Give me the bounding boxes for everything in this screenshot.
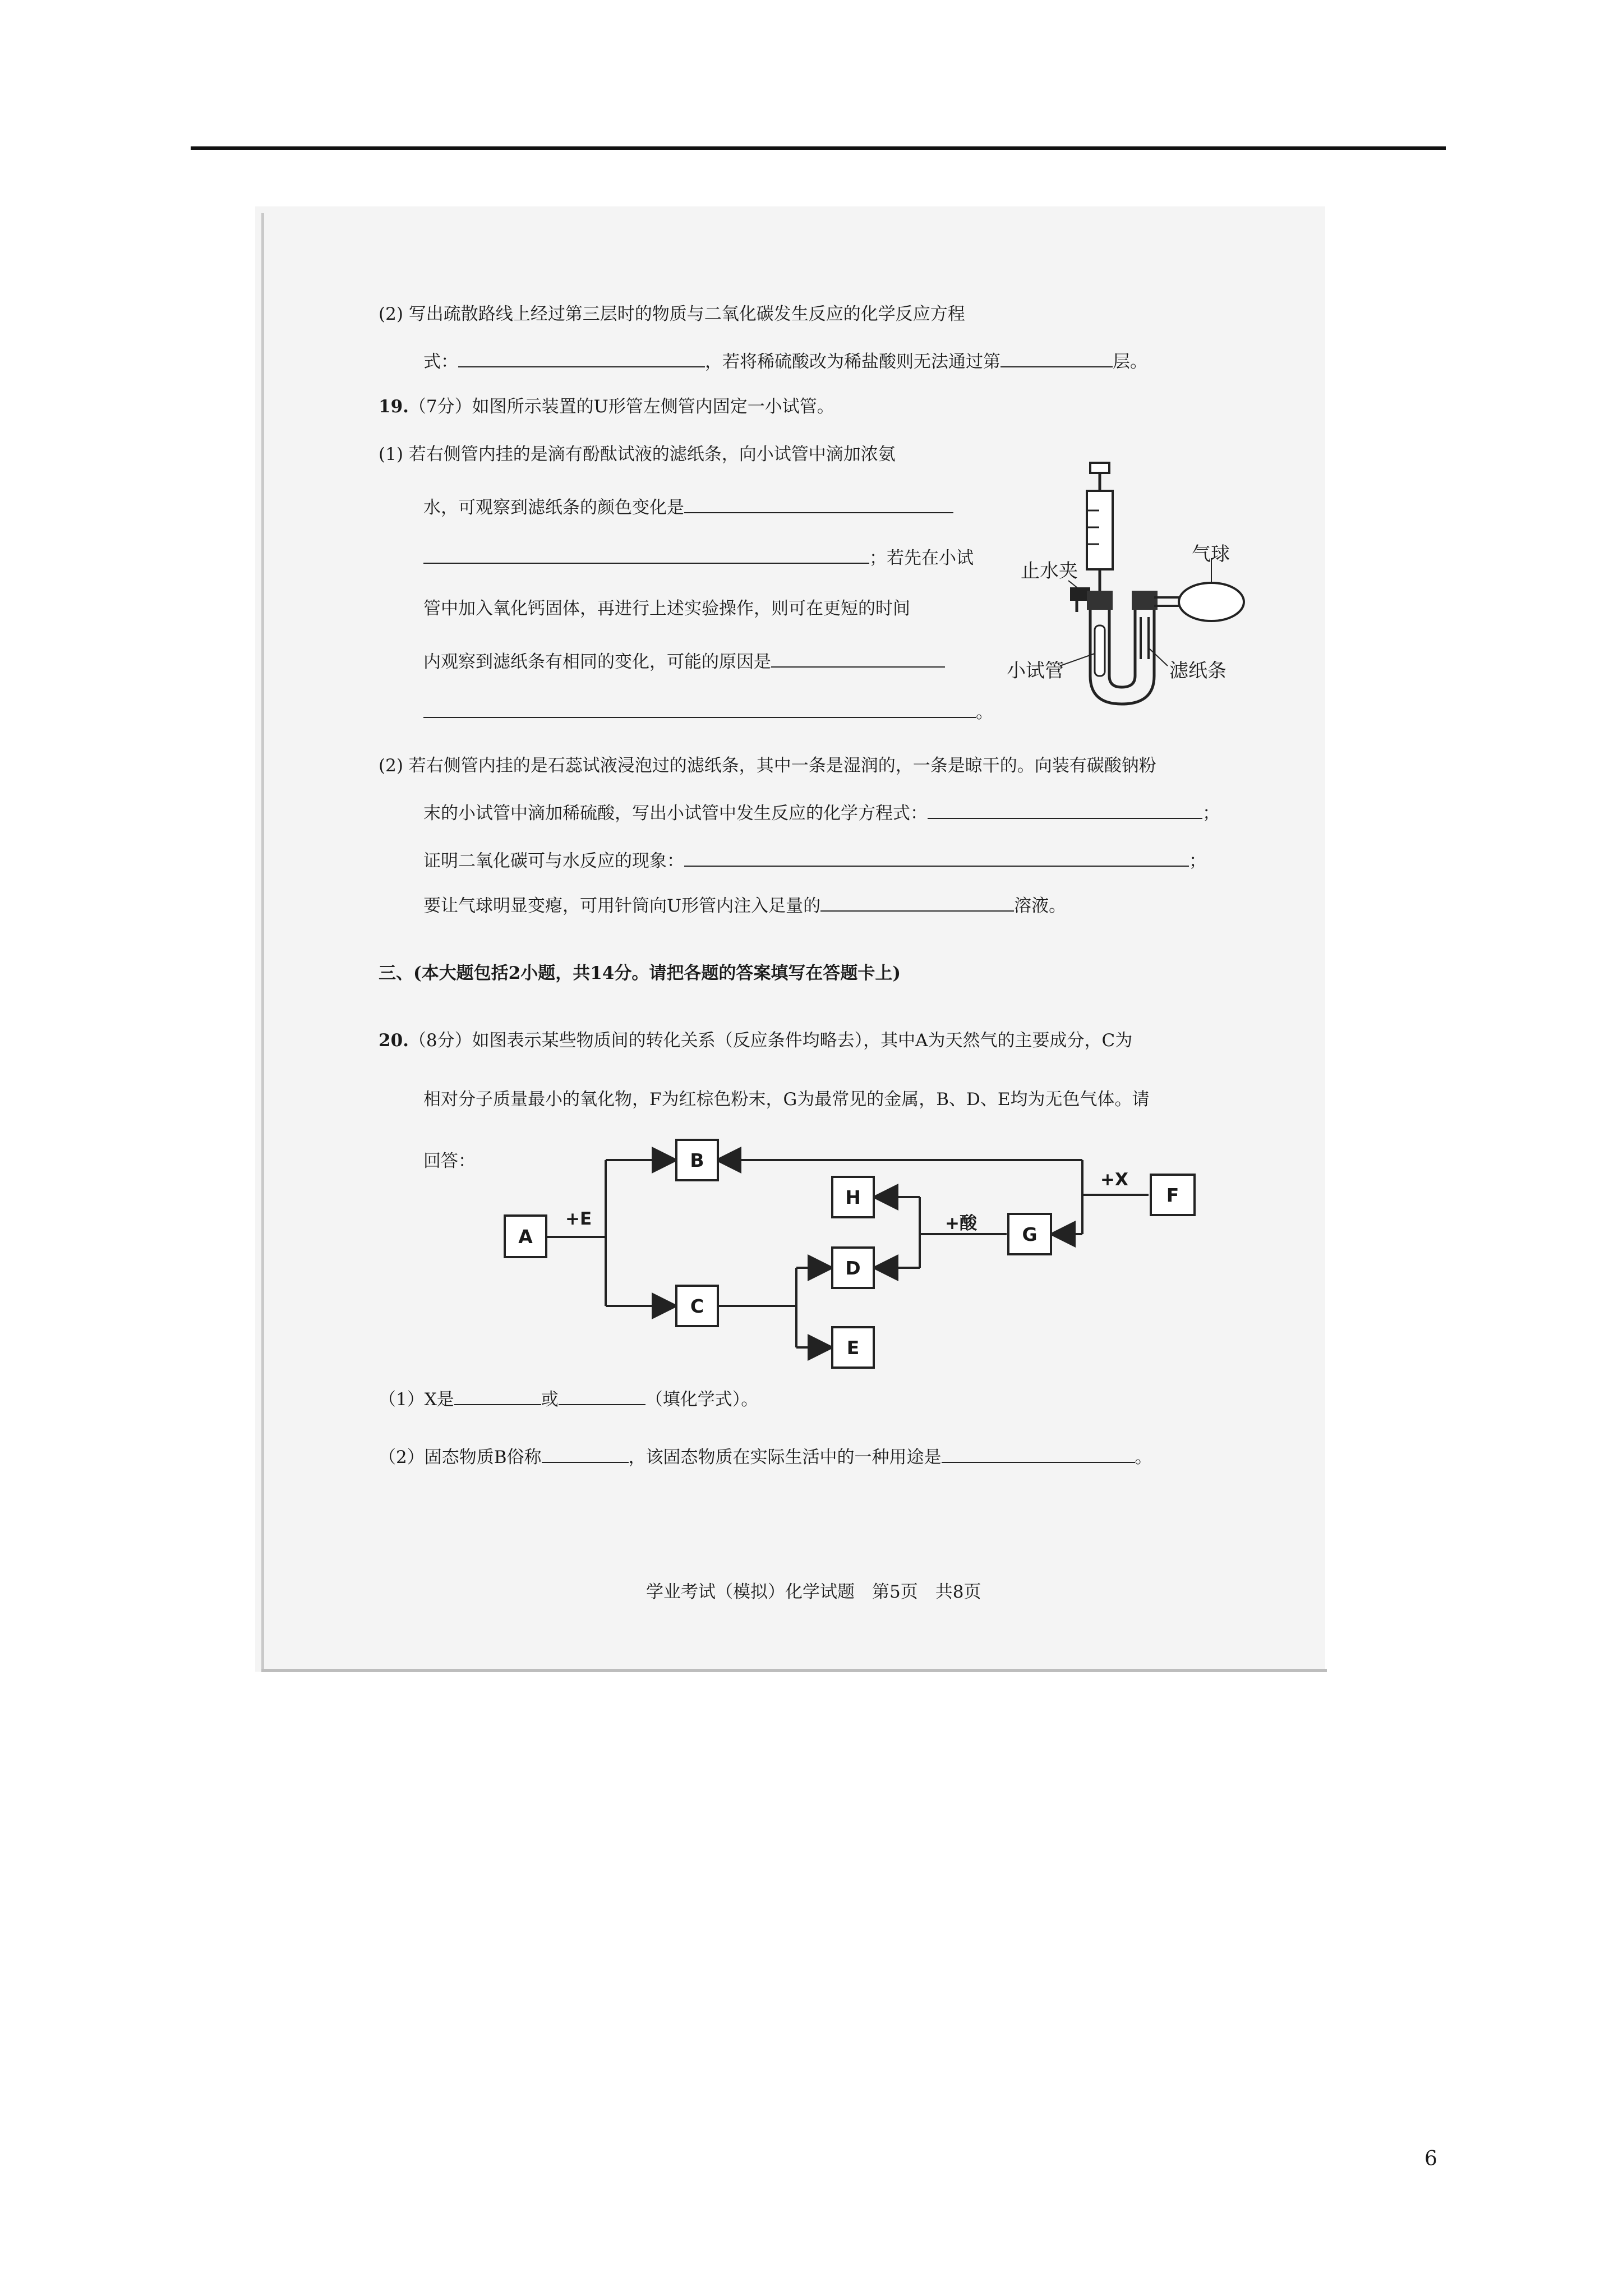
label-filter-paper: 滤纸条 <box>1169 660 1227 682</box>
q19-answer-blank-color-cont[interactable] <box>423 547 869 564</box>
q19-p1-line3: ；若先在小试 <box>423 547 974 569</box>
node-d: D <box>831 1246 875 1289</box>
scan-edge-left <box>261 213 264 1672</box>
q19-answer-blank-solution[interactable] <box>820 895 1014 912</box>
q20-line2: 相对分子质量最小的氧化物，F为红棕色粉末，G为最常见的金属，B、D、E均为无色气体。请 <box>423 1089 1150 1110</box>
q19-p2-line1: (2) 若右侧管内挂的是石蕊试液浸泡过的滤纸条，其中一条是湿润的，一条是晾干的。向装有碳酸钠粉 <box>379 756 1156 776</box>
top-rule <box>191 146 1446 150</box>
q18-part2-line2: 式： ，若将稀硫酸改为稀盐酸则无法通过第 层。 <box>423 352 1147 372</box>
page-footer: 学业考试（模拟）化学试题 第5页 共8页 <box>646 1582 981 1602</box>
q20-answer-blank-common-name[interactable] <box>542 1446 629 1463</box>
q20-line3: 回答： <box>423 1151 476 1171</box>
label-plus-e: +E <box>565 1209 592 1229</box>
q20-sub1: （1）X是 或 （填化学式）。 <box>379 1389 759 1410</box>
page-number: 6 <box>1424 2147 1437 2170</box>
label-plus-x: +X <box>1100 1170 1128 1190</box>
q19-answer-blank-reason-cont[interactable] <box>423 701 976 718</box>
q19-p1-line2: 水，可观察到滤纸条的颜色变化是 <box>423 496 953 519</box>
node-f: F <box>1150 1174 1196 1216</box>
q20-line1: 20.（8分）如图表示某些物质间的转化关系（反应条件均略去），其中A为天然气的主要成分，C为 <box>379 1030 1133 1051</box>
node-b: B <box>675 1139 719 1181</box>
q19-answer-blank-reason[interactable] <box>771 651 945 668</box>
q19-p2-line3: 证明二氧化碳可与水反应的现象： ； <box>423 851 1206 871</box>
label-small-tube: 小试管 <box>1007 660 1064 682</box>
label-plus-acid: +酸 <box>945 1213 977 1234</box>
q19-answer-blank-color[interactable] <box>684 496 953 513</box>
q19-answer-blank-phenomenon[interactable] <box>684 850 1189 867</box>
q19-p1-line5: 内观察到滤纸条有相同的变化，可能的原因是 <box>423 651 945 673</box>
scan-edge-bottom <box>261 1669 1327 1672</box>
q19-p1-line6: 。 <box>423 701 993 724</box>
q19-header: 19.（7分）如图所示装置的U形管左侧管内固定一小试管。 <box>379 397 834 417</box>
node-a: A <box>504 1214 547 1258</box>
q20-answer-blank-x1[interactable] <box>454 1388 541 1405</box>
node-g: G <box>1007 1213 1052 1255</box>
q18-part2-line1: (2) 写出疏散路线上经过第三层时的物质与二氧化碳发生反应的化学反应方程 <box>379 304 965 324</box>
q19-p2-line4: 要让气球明显变瘪，可用针筒向U形管内注入足量的 溶液。 <box>423 896 1067 916</box>
q18-answer-blank-layer[interactable] <box>1000 351 1113 367</box>
label-clamp: 止水夹 <box>1021 560 1078 582</box>
q19-p2-line2: 末的小试管中滴加稀硫酸，写出小试管中发生反应的化学方程式： ； <box>423 803 1220 823</box>
label-balloon: 气球 <box>1192 543 1230 565</box>
q20-answer-blank-x2[interactable] <box>559 1388 645 1405</box>
q19-answer-blank-equation[interactable] <box>928 802 1202 819</box>
q19-p1-line1: (1) 若右侧管内挂的是滴有酚酞试液的滤纸条，向小试管中滴加浓氨 <box>379 444 896 464</box>
node-h: H <box>831 1176 875 1218</box>
section3-title: 三、(本大题包括2小题，共14分。请把各题的答案填写在答题卡上) <box>379 963 901 983</box>
q20-answer-blank-use[interactable] <box>942 1446 1135 1463</box>
q19-p1-line4: 管中加入氧化钙固体，再进行上述实验操作，则可在更短的时间 <box>423 599 910 619</box>
node-c: C <box>675 1285 719 1327</box>
q20-sub2: （2）固态物质B俗称 ，该固态物质在实际生活中的一种用途是 。 <box>379 1447 1152 1467</box>
q18-answer-blank-equation[interactable] <box>458 351 705 367</box>
node-e: E <box>831 1326 875 1369</box>
